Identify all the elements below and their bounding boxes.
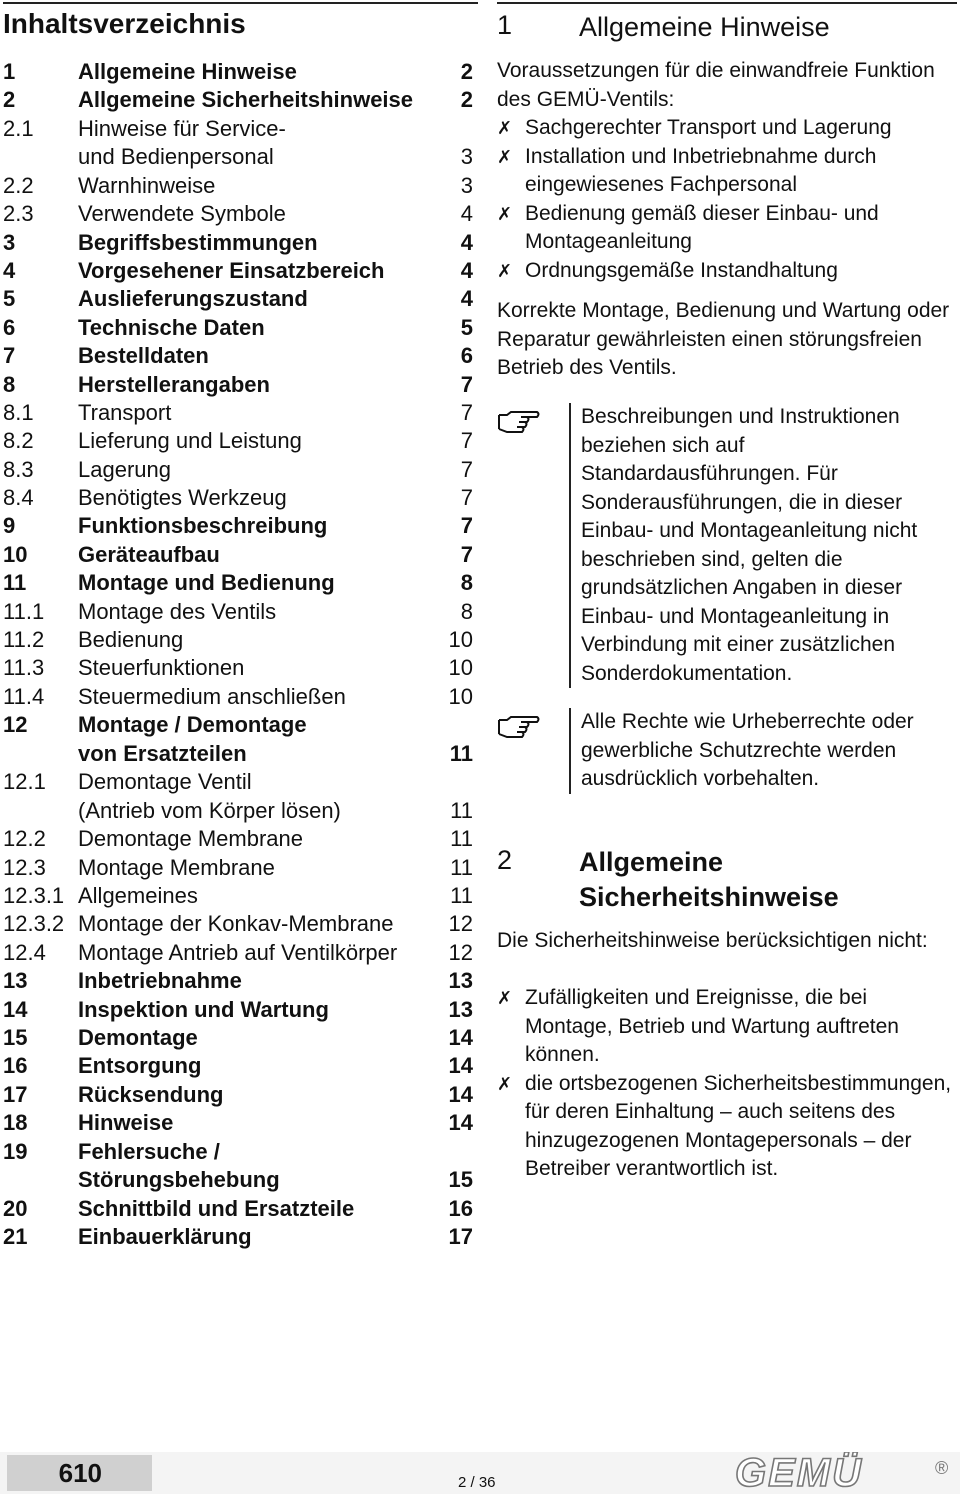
bullet-item: [497, 200, 952, 257]
bullet-item: [497, 143, 952, 200]
toc-row-number: 11.4: [3, 683, 45, 709]
toc-title: Inhaltsverzeichnis: [3, 8, 246, 39]
toc-row-page: 11: [450, 826, 473, 852]
toc-row-number: 11.3: [3, 655, 45, 681]
toc-row-title: Vorgesehener Einsatzbereich: [78, 257, 385, 283]
toc-row-page: 7: [460, 399, 473, 425]
toc-row-page: 11: [450, 882, 473, 908]
toc-row: [3, 1081, 473, 1109]
toc-row-page: 12: [448, 939, 473, 965]
page-count: 2 / 36: [458, 1474, 496, 1491]
registered-mark: ®: [935, 1458, 949, 1478]
toc-row-title: Entsorgung: [78, 1053, 202, 1079]
toc-row: [3, 200, 473, 228]
toc-row-page: 14: [448, 1081, 473, 1107]
toc-row: [3, 882, 473, 910]
cross-bullet-icon: ✗: [497, 260, 513, 281]
toc-row-page: 7: [460, 541, 473, 567]
toc-row-page: 7: [460, 371, 473, 397]
bullet-text: Installation und Inbetriebnahme durch eingewiesenes Fachpersonal: [525, 144, 877, 196]
pointing-hand-icon: [497, 708, 569, 794]
toc-row-page: 5: [460, 314, 473, 340]
toc-row-page: 11: [450, 854, 473, 880]
toc-row-page: 8: [460, 570, 473, 596]
toc-row-number: 16: [3, 1053, 28, 1079]
bullet-text: Zufälligkeiten und Ereignisse, die bei Montage, Betrieb und Wartung auftreten können.: [525, 986, 899, 1066]
toc-row-number: 10: [3, 541, 28, 567]
cross-bullet-icon: ✗: [497, 1073, 513, 1094]
toc-row-title: Montage / Demontage von Ersatzteilen: [78, 712, 307, 766]
toc-row: [3, 654, 473, 682]
toc-row-title: Verwendete Symbole: [78, 201, 286, 227]
section-1-number: 1: [497, 10, 513, 40]
section-2-title: Allgemeine Sicherheitshinweise: [579, 847, 839, 912]
toc-row-number: 2.1: [3, 115, 34, 141]
toc-row-number: 12.1: [3, 769, 46, 795]
toc-row-title: Funktionsbeschreibung: [78, 513, 328, 539]
toc-row-page: 3: [460, 172, 473, 198]
toc-row-title: Transport: [78, 399, 172, 425]
toc-row-page: 11: [449, 740, 473, 766]
toc-row: [3, 1109, 473, 1137]
toc-row-title: Inbetriebnahme: [78, 968, 242, 994]
toc-row: [3, 598, 473, 626]
top-rule-left: [3, 2, 478, 4]
cross-bullet-icon: ✗: [497, 203, 513, 224]
toc-row-page: 17: [448, 1223, 473, 1249]
toc-row-title: Hinweise: [78, 1110, 174, 1136]
toc-row: [3, 1138, 473, 1195]
toc-list: [3, 58, 473, 1251]
section-1-title: Allgemeine Hinweise: [579, 12, 830, 42]
toc-row-title: Allgemeine Sicherheitshinweise: [78, 87, 414, 113]
bullet-item: [497, 984, 952, 1070]
toc-row: [3, 427, 473, 455]
section-1-outro: Korrekte Montage, Bedienung und Wartung oder Reparatur gewährleisten einen störungsfreien Betrieb des Ventils.: [497, 299, 950, 379]
toc-row-page: 4: [460, 286, 473, 312]
toc-row: [3, 569, 473, 597]
toc-row: [3, 115, 473, 172]
pointing-hand-icon: [497, 403, 569, 688]
toc-row: [3, 541, 473, 569]
toc-row-title: Inspektion und Wartung: [78, 996, 329, 1022]
document-number: 610: [7, 1455, 152, 1491]
bullet-text: Ordnungsgemäße Instandhaltung: [525, 258, 838, 282]
toc-row-page: 13: [448, 968, 473, 994]
toc-row-title: Schnittbild und Ersatzteile: [78, 1195, 355, 1221]
toc-row: [3, 86, 473, 114]
toc-row-page: 8: [460, 598, 473, 624]
toc-row-title: Bedienung: [78, 627, 184, 653]
toc-row-page: 7: [460, 428, 473, 454]
toc-row: [3, 1195, 473, 1223]
toc-row-number: 12.3.2: [3, 911, 65, 937]
toc-row-page: 3: [460, 144, 473, 170]
toc-row-page: 7: [460, 456, 473, 482]
bullet-text: Bedienung gemäß dieser Einbau- und Montageanleitung: [525, 201, 879, 253]
note-box-2: [497, 708, 955, 794]
toc-row: [3, 399, 473, 427]
toc-row-page: 14: [448, 1110, 473, 1136]
section-1-intro: Voraussetzungen für die einwandfreie Funktion des GEMÜ-Ventils:: [497, 59, 935, 111]
note-box-1: [497, 403, 955, 688]
toc-row-page: 12: [448, 911, 473, 937]
toc-row-page: 15: [448, 1167, 473, 1193]
toc-row: [3, 626, 473, 654]
toc-row-number: 19: [3, 1138, 28, 1164]
toc-row-title: Montage des Ventils: [78, 598, 277, 624]
toc-row-page: 10: [448, 655, 473, 681]
toc-row: [3, 1052, 473, 1080]
toc-row: [3, 967, 473, 995]
toc-row-title: Geräteaufbau: [78, 541, 220, 567]
toc-row-title: Warnhinweise: [78, 172, 216, 198]
toc-row: [3, 683, 473, 711]
toc-row-number: 1: [3, 59, 16, 84]
note-1-text: Beschreibungen und Instruktionen beziehen sich auf Standardausführungen. Für Sonderausführungen, die in dieser Einbau- und Montageanleitung nicht beschrieben sind, gelten die grundsätzlichen Angaben in dieser Einbau- und Montageanleitung in Verbindung mit einer zusätzlichen Sonderdokumentation.: [569, 403, 955, 688]
toc-row-page: 10: [448, 683, 473, 709]
cross-bullet-icon: ✗: [497, 146, 513, 167]
toc-row-number: 5: [3, 286, 16, 312]
toc-row-number: 11.2: [3, 627, 45, 653]
toc-row-number: 13: [3, 968, 28, 994]
toc-row-number: 8.2: [3, 428, 34, 454]
toc-row-number: 18: [3, 1110, 28, 1136]
toc-row-page: 7: [460, 513, 473, 539]
toc-row-number: 6: [3, 314, 16, 340]
toc-row-title: Steuermedium anschließen: [78, 683, 346, 709]
toc-row-number: 17: [3, 1081, 28, 1107]
toc-row-title: Montage der Konkav-Membrane: [78, 911, 394, 937]
cross-bullet-icon: ✗: [497, 118, 513, 138]
toc-row: [3, 711, 473, 768]
toc-row-page: 10: [448, 627, 473, 653]
toc-row: [3, 484, 473, 512]
toc-row: [3, 1024, 473, 1052]
toc-row-page: 14: [448, 1024, 473, 1050]
toc-row-number: 12.3: [3, 854, 46, 880]
toc-row-title: Technische Daten: [78, 314, 265, 340]
toc-row-number: 3: [3, 229, 16, 255]
toc-row-title: Steuerfunktionen: [78, 655, 245, 681]
toc-row-number: 14: [3, 996, 28, 1022]
bullet-item: [497, 114, 952, 143]
toc-row-title: Montage Membrane: [78, 854, 275, 880]
toc-row-page: 14: [448, 1053, 473, 1079]
toc-row-page: 13: [448, 996, 473, 1022]
bullet-item: [497, 257, 952, 286]
toc-row-title: Bestelldaten: [78, 343, 209, 369]
toc-row-number: 11: [3, 570, 27, 596]
toc-row-page: 7: [460, 485, 473, 511]
toc-row-number: 8.3: [3, 456, 34, 482]
section-2-heading: [497, 845, 839, 915]
section-1-heading: [497, 10, 830, 45]
note-2-text: Alle Rechte wie Urheberrechte oder gewerbliche Schutzrechte werden ausdrücklich vorbehalten.: [569, 708, 955, 794]
toc-row-title: Montage und Bedienung: [78, 570, 335, 596]
toc-row: [3, 314, 473, 342]
gemu-logo: [735, 1452, 955, 1497]
toc-row-number: 8: [3, 371, 16, 397]
toc-row: [3, 768, 473, 825]
toc-row: [3, 825, 473, 853]
toc-row-number: 12.2: [3, 826, 46, 852]
toc-row-page: 6: [460, 343, 473, 369]
toc-row: [3, 285, 473, 313]
toc-row-number: 21: [3, 1223, 28, 1249]
toc-row-number: 2.3: [3, 201, 34, 227]
toc-row-page: 4: [460, 201, 473, 227]
toc-row-page: 4: [460, 229, 473, 255]
toc-row-title: Fehlersuche / Störungsbehebung: [78, 1138, 280, 1192]
toc-row: [3, 1223, 473, 1251]
toc-row-page: 11: [450, 797, 473, 823]
toc-row-title: Herstellerangaben: [78, 371, 270, 397]
cross-bullet-icon: ✗: [497, 988, 513, 1008]
section-2-bullets: [497, 984, 952, 1184]
toc-row: [3, 456, 473, 484]
section-2-intro: Die Sicherheitshinweise berücksichtigen nicht:: [497, 929, 928, 952]
toc-row-number: 9: [3, 513, 16, 539]
toc-row: [3, 371, 473, 399]
toc-row: [3, 257, 473, 285]
toc-row-title: Demontage Ventil (Antrieb vom Körper lösen): [78, 769, 341, 823]
toc-row: [3, 996, 473, 1024]
toc-row-title: Auslieferungszustand: [78, 286, 308, 312]
toc-row-number: 8.1: [3, 399, 34, 425]
toc-row-page: 2: [460, 59, 473, 84]
toc-row-page: 4: [460, 257, 473, 283]
toc-row-number: 11.1: [3, 598, 45, 624]
toc-row-number: 15: [3, 1024, 28, 1050]
toc-row-number: 4: [3, 257, 16, 283]
toc-row-number: 2.2: [3, 172, 34, 198]
toc-row-title: Montage Antrieb auf Ventilkörper: [78, 939, 398, 965]
toc-row-number: 2: [3, 87, 16, 113]
toc-row-title: Hinweise für Service- und Bedienpersonal: [78, 115, 286, 170]
toc-row-title: Benötigtes Werkzeug: [78, 485, 287, 511]
bullet-text: die ortsbezogenen Sicherheitsbestimmungen, für deren Einhaltung – auch seitens des hinzugezogenen Montagepersonals – der Betreiber verantwortlich ist.: [525, 1071, 952, 1180]
toc-row-title: Begriffsbestimmungen: [78, 229, 318, 255]
bullet-text: Sachgerechter Transport und Lagerung: [525, 116, 892, 139]
toc-row-title: Demontage Membrane: [78, 826, 304, 852]
toc-row-number: 12: [3, 712, 28, 738]
toc-row-number: 20: [3, 1195, 28, 1221]
toc-row: [3, 939, 473, 967]
toc-row-title: Rücksendung: [78, 1081, 224, 1107]
toc-row: [3, 229, 473, 257]
section-1-bullets: [497, 114, 952, 285]
bullet-item: [497, 1070, 952, 1184]
toc-row-number: 7: [3, 343, 16, 369]
toc-row: [3, 172, 473, 200]
toc-row-number: 8.4: [3, 485, 34, 511]
toc-row-number: 12.4: [3, 939, 46, 965]
toc-row-title: Allgemeines: [78, 882, 198, 908]
logo-wordmark: GEMÜ: [735, 1452, 863, 1492]
toc-row: [3, 342, 473, 370]
toc-row: [3, 512, 473, 540]
section-2-number: 2: [497, 845, 513, 875]
top-rule-right: [497, 2, 957, 4]
toc-row-page: 16: [448, 1195, 473, 1221]
toc-row: [3, 910, 473, 938]
toc-row: [3, 854, 473, 882]
toc-row-title: Allgemeine Hinweise: [78, 59, 297, 84]
toc-row: [3, 58, 473, 86]
toc-row-title: Lieferung und Leistung: [78, 428, 302, 454]
toc-row-page: 2: [460, 87, 473, 113]
toc-row-title: Einbauerklärung: [78, 1223, 252, 1249]
toc-row-title: Lagerung: [78, 456, 171, 482]
toc-row-title: Demontage: [78, 1024, 198, 1050]
toc-row-number: 12.3.1: [3, 882, 65, 908]
